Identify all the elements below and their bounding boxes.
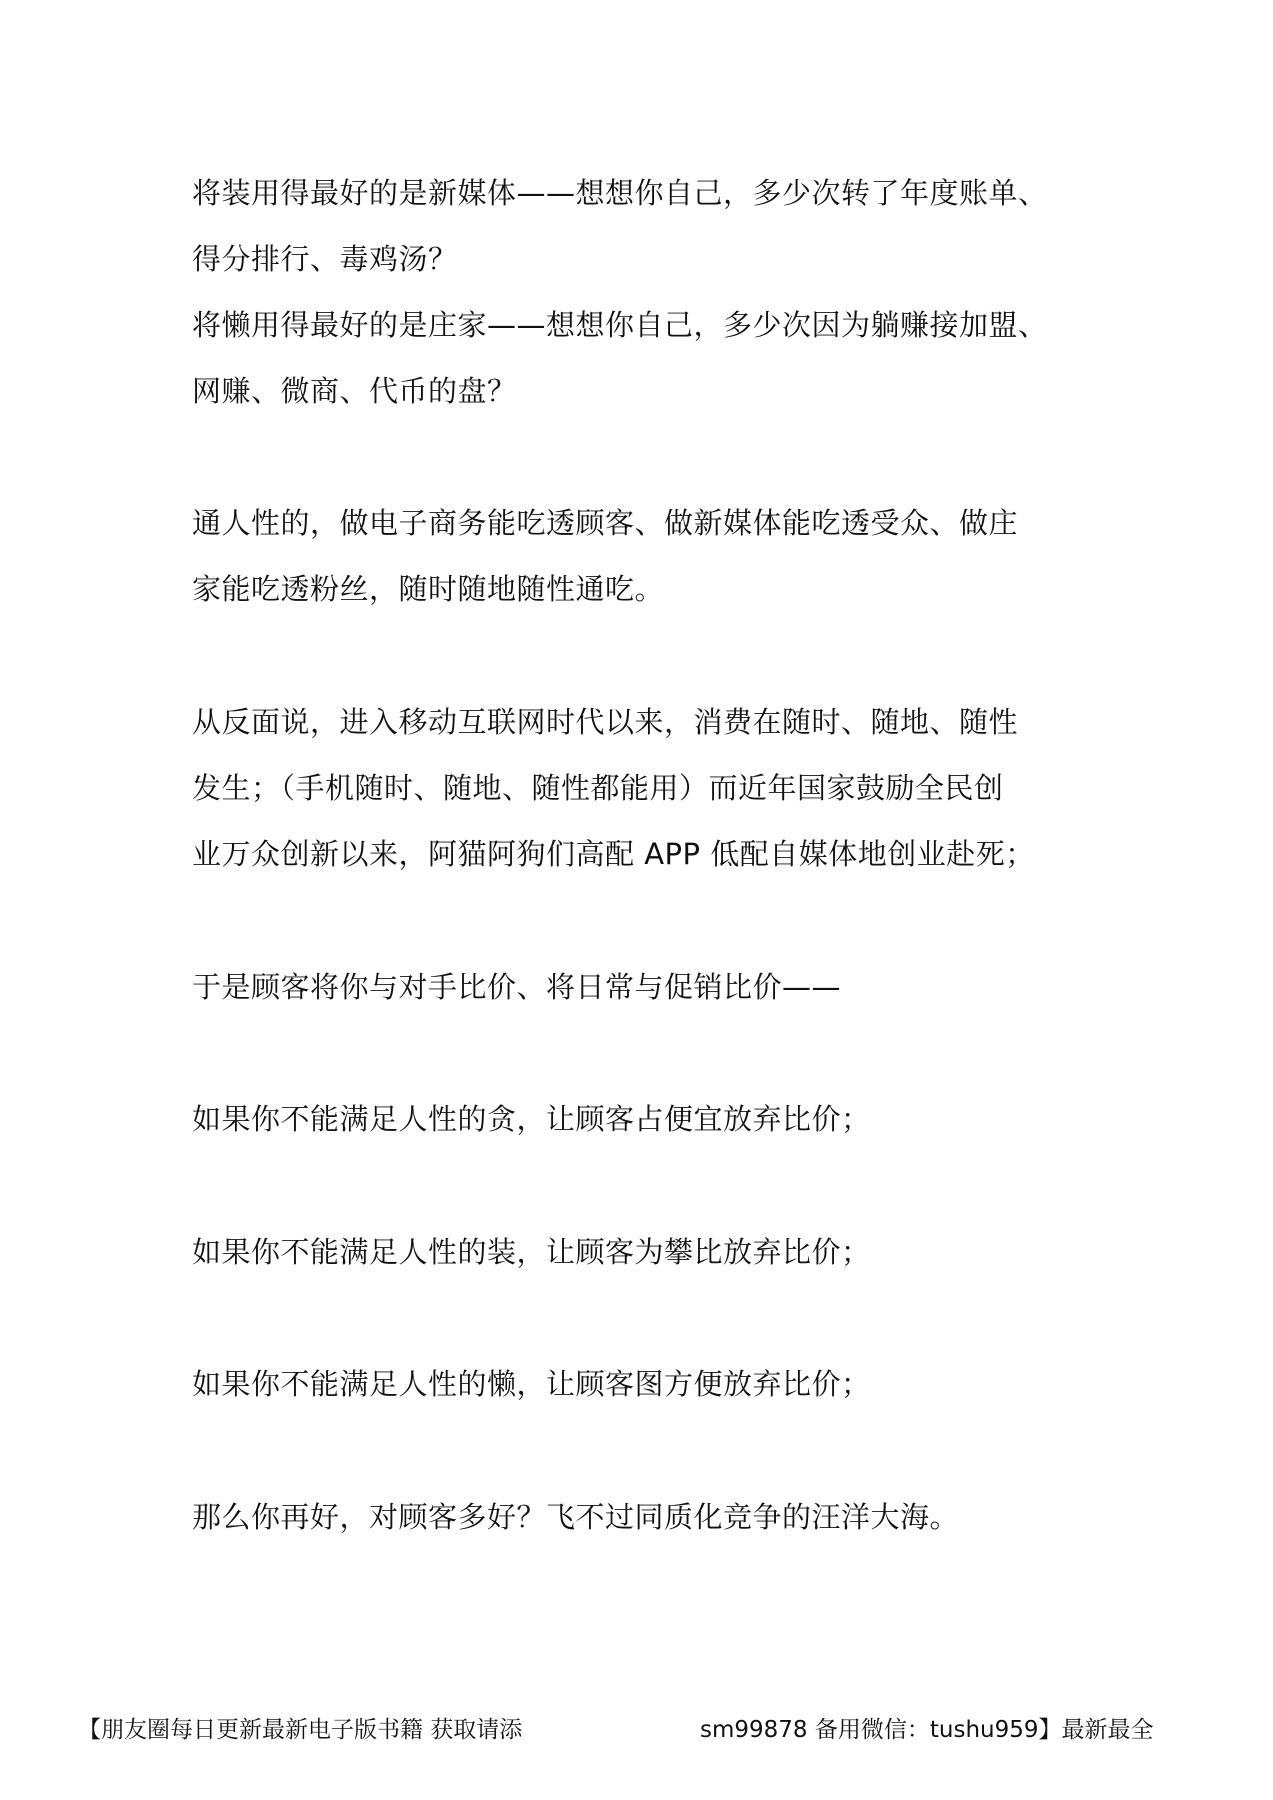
text-line: 网赚、微商、代币的盘？ <box>192 374 517 408</box>
footer-promo-text: 【朋友圈每日更新最新电子版书籍 获取请添 <box>78 1717 523 1743</box>
text-line: 于是顾客将你与对手比价、将日常与促销比价—— <box>192 970 842 1004</box>
text-line: 从反面说，进入移动互联网时代以来，消费在随时、随地、随性 <box>192 705 1019 739</box>
text-line: 将懒用得最好的是庄家——想想你自己，多少次因为躺赚接加盟、 <box>192 308 1048 342</box>
text-line: 如果你不能满足人性的装，让顾客为攀比放弃比价； <box>192 1235 871 1269</box>
text-line: 发生；（手机随时、随地、随性都能用）而近年国家鼓励全民创 <box>192 771 1004 805</box>
text-line: 如果你不能满足人性的贪，让顾客占便宜放弃比价； <box>192 1102 871 1136</box>
text-line: 通人性的，做电子商务能吃透顾客、做新媒体能吃透受众、做庄 <box>192 506 1019 540</box>
footer-contact-text: sm99878 备用微信：tushu959】最新最全 <box>700 1717 1154 1743</box>
text-line: 那么你再好，对顾客多好？飞不过同质化竞争的汪洋大海。 <box>192 1500 960 1534</box>
text-line: 将装用得最好的是新媒体——想想你自己，多少次转了年度账单、 <box>192 176 1048 210</box>
text-line: 家能吃透粉丝，随时随地随性通吃。 <box>192 572 665 606</box>
text-line: 如果你不能满足人性的懒，让顾客图方便放弃比价； <box>192 1367 871 1401</box>
text-line: 业万众创新以来，阿猫阿狗们高配 APP 低配自媒体地创业赴死； <box>192 837 1035 871</box>
text-line: 得分排行、毒鸡汤？ <box>192 242 458 276</box>
